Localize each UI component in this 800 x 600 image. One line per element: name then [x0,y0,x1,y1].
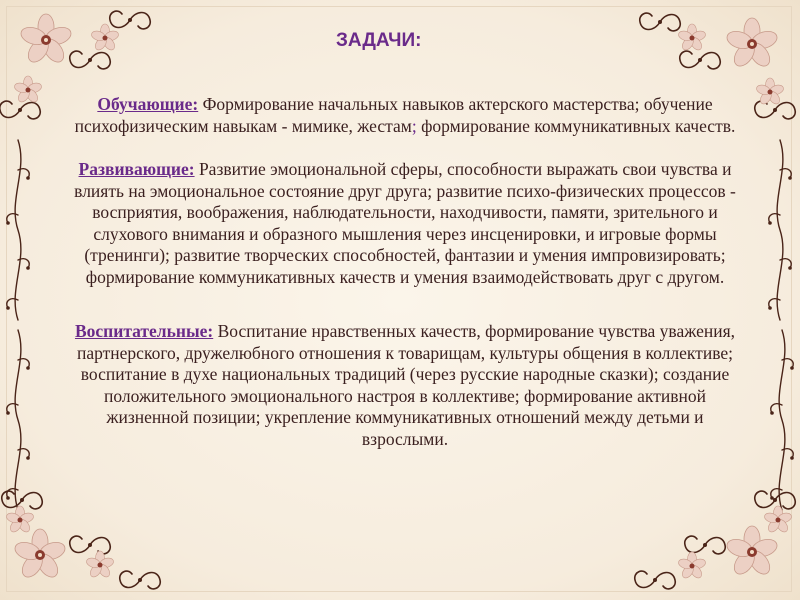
section-text: формирование коммуникативных качеств. [416,115,736,136]
section-upbringing [70,321,740,450]
flower-icon [19,14,73,66]
section-heading: Воспитательные: [74,321,214,341]
underlined-mark: ; [411,115,417,136]
tasks-content [70,22,740,450]
section-developmental [70,159,740,288]
section-heading: Обучающие: [97,94,199,114]
section-text: Развитие эмоциональной сферы, способности выражать свои чувства и влиять на эмоциональное состояние друг друга; развитие психо-физических процессов - восприятия, воображения, наблюдательности, находчивости, памяти, зрительного и слухового внимания и образного мышления через инсценировки, и игровые формы (тренинги); развитие творческих способностей, фантазии и умения импровизировать; формирование коммуникативных качеств и умения взаимодействовать друг с другом. [74,159,736,287]
section-educational [70,94,740,137]
section-text: Формирование начальных навыков актерского мастерства; обучение психофизическим навыкам - мимике, жестам [74,94,713,136]
flower-icon [725,526,779,578]
page-title: ЗАДАЧИ: [336,30,422,51]
section-heading: Развивающие: [78,159,195,179]
section-text: Воспитание нравственных качеств, формирование чувства уважения, партнерского, дружелюбного отношения к товарищам, культуры общения в коллективе; воспитание в духе национальных традиций (через русские народные сказки); создание положительного эмоционального настроя в коллективе; формирование активной жизненной позиции; укрепление коммуникативных отношений между детьми и взрослыми. [77,321,736,449]
flower-icon [13,529,67,581]
